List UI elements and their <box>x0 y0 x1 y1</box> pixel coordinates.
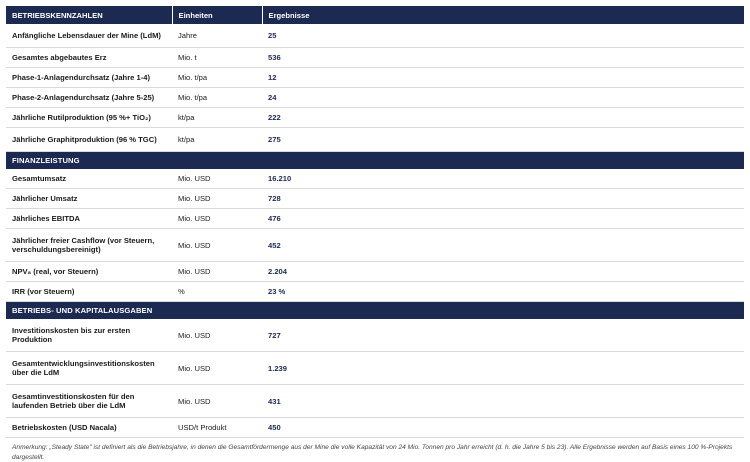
table-header-operating <box>6 6 744 24</box>
table-row <box>6 108 744 128</box>
row-label: Jährlicher freier Cashflow (vor Steuern, verschuldungsbereinigt) <box>6 229 172 262</box>
row-label: Gesamtes abgebautes Erz <box>6 48 172 68</box>
row-label: Jährliche Graphitproduktion (96 % TGC) <box>6 128 172 152</box>
row-value: 16.210 <box>262 169 744 189</box>
row-value: 275 <box>262 128 744 152</box>
row-label: Investitionskosten bis zur ersten Produktion <box>6 319 172 352</box>
row-value: 431 <box>262 385 744 418</box>
section-blank-results <box>262 152 744 170</box>
row-label: IRR (vor Steuern) <box>6 282 172 302</box>
row-label: Jährliches EBITDA <box>6 209 172 229</box>
row-unit: Jahre <box>172 24 262 48</box>
section-title: BETRIEBS- UND KAPITALAUSGABEN <box>6 302 172 320</box>
row-value: 1.239 <box>262 352 744 385</box>
row-value: 452 <box>262 229 744 262</box>
footnote-line-1: Anmerkung: „Steady State" ist definiert als die Betriebsjahre, in denen die Gesamtfördermenge aus der Mine die volle Kapazität von 24 Mio. Tonnen pro Jahr erreicht (d. h. die Jahre 5 bis 23). <box>12 444 569 451</box>
row-unit: Mio. USD <box>172 262 262 282</box>
table-row <box>6 48 744 68</box>
row-value: 25 <box>262 24 744 48</box>
row-unit: Mio. USD <box>172 189 262 209</box>
row-label: Gesamtumsatz <box>6 169 172 189</box>
row-unit: % <box>172 282 262 302</box>
row-unit: USD/t Produkt <box>172 418 262 438</box>
row-label: Phase-1-Anlagendurchsatz (Jahre 1-4) <box>6 68 172 88</box>
row-label: NPV₈ (real, vor Steuern) <box>6 262 172 282</box>
row-unit: Mio. USD <box>172 319 262 352</box>
table-row <box>6 88 744 108</box>
section-header-capex-opex <box>6 302 744 320</box>
table-row <box>6 189 744 209</box>
row-value: 476 <box>262 209 744 229</box>
row-unit: kt/pa <box>172 128 262 152</box>
row-value: 222 <box>262 108 744 128</box>
row-value: 450 <box>262 418 744 438</box>
row-unit: Mio. t/pa <box>172 68 262 88</box>
table-row <box>6 418 744 438</box>
row-value: 728 <box>262 189 744 209</box>
row-value: 727 <box>262 319 744 352</box>
header-cell-category: BETRIEBSKENNZAHLEN <box>6 6 172 24</box>
row-label: Anfängliche Lebensdauer der Mine (LdM) <box>6 24 172 48</box>
footnote <box>12 443 750 462</box>
table-row <box>6 282 744 302</box>
row-label: Jährlicher Umsatz <box>6 189 172 209</box>
kpi-table <box>6 6 744 438</box>
row-unit: Mio. USD <box>172 385 262 418</box>
section-title: FINANZLEISTUNG <box>6 152 172 170</box>
row-unit: Mio. USD <box>172 209 262 229</box>
row-label: Jährliche Rutilproduktion (95 %+ TiO₂) <box>6 108 172 128</box>
row-unit: Mio. USD <box>172 229 262 262</box>
table-row <box>6 319 744 352</box>
table-row <box>6 169 744 189</box>
row-unit: Mio. t/pa <box>172 88 262 108</box>
row-label: Gesamtinvestitionskosten für den laufenden Betrieb über die LdM <box>6 385 172 418</box>
table-row <box>6 128 744 152</box>
row-label: Gesamtentwicklungsinvestitionskosten über die LdM <box>6 352 172 385</box>
table-row <box>6 229 744 262</box>
row-unit: Mio. USD <box>172 169 262 189</box>
table-row <box>6 352 744 385</box>
section-blank-units <box>172 302 262 320</box>
row-value: 23 % <box>262 282 744 302</box>
row-label: Phase-2-Anlagendurchsatz (Jahre 5-25) <box>6 88 172 108</box>
header-cell-units: Einheiten <box>172 6 262 24</box>
table-row <box>6 68 744 88</box>
row-label: Betriebskosten (USD Nacala) <box>6 418 172 438</box>
row-unit: Mio. USD <box>172 352 262 385</box>
row-value: 24 <box>262 88 744 108</box>
table-row <box>6 24 744 48</box>
table-row <box>6 262 744 282</box>
section-blank-results <box>262 302 744 320</box>
header-cell-results: Ergebnisse <box>262 6 744 24</box>
row-unit: Mio. t <box>172 48 262 68</box>
row-value: 12 <box>262 68 744 88</box>
footnote-line-2: Alle Ergebnisse werden auf Basis eines 100 %-Projekts dargestellt. <box>12 444 733 461</box>
section-blank-units <box>172 152 262 170</box>
table-row <box>6 209 744 229</box>
row-value: 536 <box>262 48 744 68</box>
section-header-financial <box>6 152 744 170</box>
row-value: 2.204 <box>262 262 744 282</box>
table-row <box>6 385 744 418</box>
row-unit: kt/pa <box>172 108 262 128</box>
